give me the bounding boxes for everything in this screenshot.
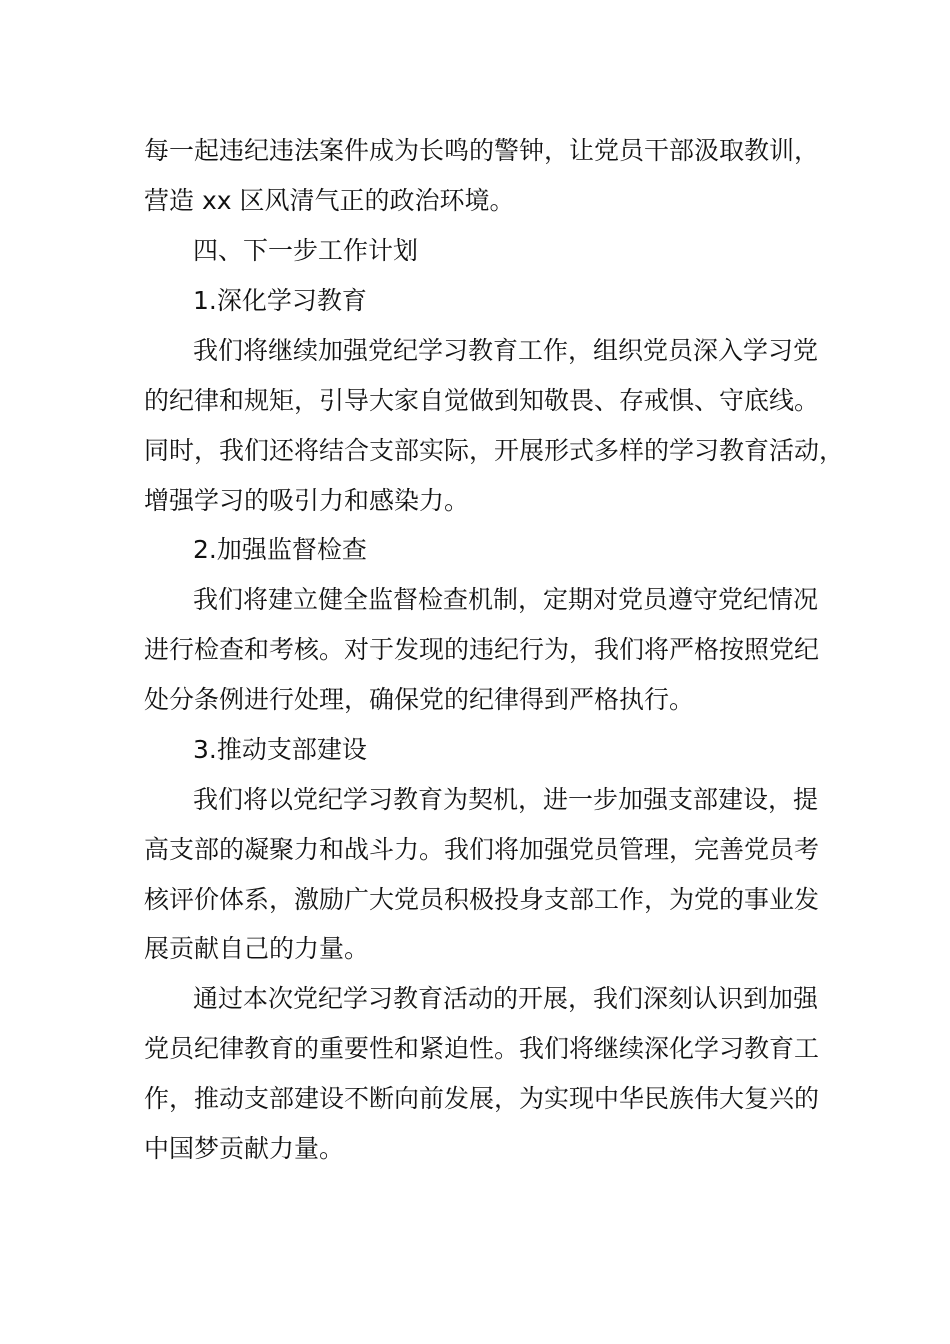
paragraph-line: 营造 xx 区风清气正的政治环境。 bbox=[144, 186, 515, 215]
paragraph-line: 增强学习的吸引力和感染力。 bbox=[144, 486, 470, 515]
paragraph-line: 高支部的凝聚力和战斗力。我们将加强党员管理，完善党员考 bbox=[144, 835, 820, 864]
paragraph-line: 处分条例进行处理，确保党的纪律得到严格执行。 bbox=[144, 685, 695, 714]
paragraph-line: 党员纪律教育的重要性和紧迫性。我们将继续深化学习教育工 bbox=[144, 1034, 820, 1063]
paragraph-line: 通过本次党纪学习教育活动的开展，我们深刻认识到加强 bbox=[193, 984, 819, 1013]
paragraph-line: 同时，我们还将结合支部实际，开展形式多样的学习教育活动， bbox=[144, 436, 845, 465]
paragraph-line: 每一起违纪违法案件成为长鸣的警钟，让党员干部汲取教训， bbox=[144, 136, 820, 165]
paragraph-line: 我们将继续加强党纪学习教育工作，组织党员深入学习党 bbox=[193, 336, 819, 365]
paragraph-line: 我们将以党纪学习教育为契机，进一步加强支部建设，提 bbox=[193, 785, 819, 814]
paragraph-line: 展贡献自己的力量。 bbox=[144, 934, 370, 963]
section-heading: 四、下一步工作计划 bbox=[193, 236, 419, 265]
subsection-heading: 3.推动支部建设 bbox=[193, 735, 367, 764]
subsection-heading: 2.加强监督检查 bbox=[193, 535, 367, 564]
paragraph-line: 我们将建立健全监督检查机制，定期对党员遵守党纪情况 bbox=[193, 585, 819, 614]
paragraph-line: 核评价体系，激励广大党员积极投身支部工作，为党的事业发 bbox=[144, 885, 820, 914]
paragraph-line: 中国梦贡献力量。 bbox=[144, 1134, 345, 1163]
paragraph-line: 进行检查和考核。对于发现的违纪行为，我们将严格按照党纪 bbox=[144, 635, 820, 664]
subsection-heading: 1.深化学习教育 bbox=[193, 286, 367, 315]
paragraph-line: 的纪律和规矩，引导大家自觉做到知敬畏、存戒惧、守底线。 bbox=[144, 386, 820, 415]
paragraph-line: 作，推动支部建设不断向前发展，为实现中华民族伟大复兴的 bbox=[144, 1084, 820, 1113]
